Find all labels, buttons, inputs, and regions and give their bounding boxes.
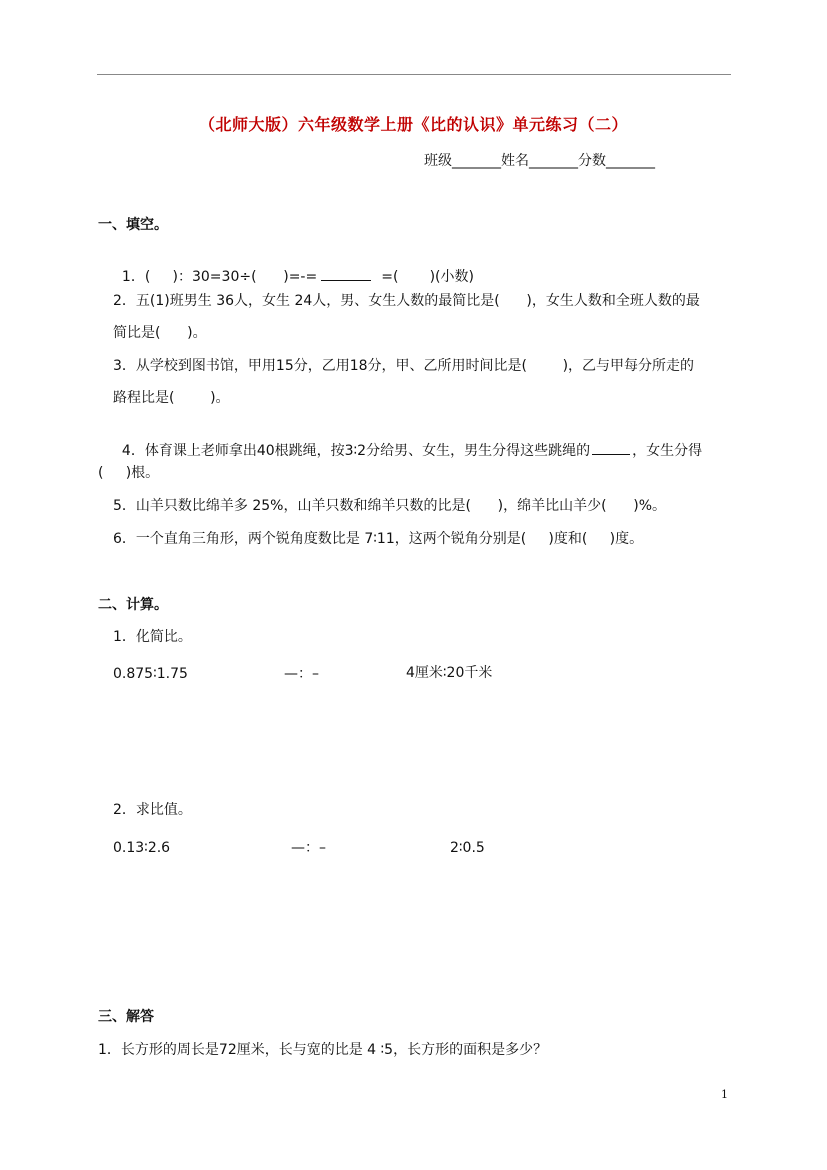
section-calc-heading: 二、计算。 — [98, 597, 168, 613]
calc-2-c: 2∶0.5 — [450, 840, 485, 856]
question-4-line-2: ( )根。 — [98, 465, 160, 481]
question-2-line-1: 2．五(1)班男生 36人，女生 24人，男、女生人数的最简比是( )，女生人数和全班人数的最 — [113, 293, 700, 309]
header-rule — [97, 74, 731, 75]
calc-1-c: 4厘米∶20千米 — [406, 665, 493, 681]
answer-blank[interactable] — [592, 444, 630, 455]
question-3-line-1: 3．从学校到图书馆，甲用15分，乙用18分，甲、乙所用时间比是( )，乙与甲每分所走的 — [113, 358, 695, 374]
calc-1-a: 0.875∶1.75 — [113, 666, 188, 682]
question-1-start: 1．( )：30=30÷( )=-= — [121, 269, 318, 285]
question-2-line-2: 简比是( )。 — [113, 325, 207, 341]
page-number: 1 — [721, 1088, 728, 1101]
answer-blank[interactable] — [321, 270, 371, 281]
calc-1-b: —：– — [284, 666, 319, 682]
question-5: 5．山羊只数比绵羊多 25%，山羊只数和绵羊只数的比是( )，绵羊比山羊少( )%。 — [113, 498, 667, 514]
calc-2-a: 0.13∶2.6 — [113, 840, 171, 856]
question-6: 6．一个直角三角形，两个锐角度数比是 7∶11，这两个锐角分别是( )度和( )度。 — [113, 531, 644, 547]
student-info-line: 班级_______姓名_______分数_______ — [424, 153, 655, 169]
section-solve-heading: 三、解答 — [98, 1009, 154, 1025]
solve-question-1: 1．长方形的周长是72厘米，长与宽的比是 4 ∶5，长方形的面积是多少？ — [98, 1042, 548, 1058]
section-fill-heading: 一、填空。 — [98, 217, 168, 233]
question-1 — [113, 250, 474, 286]
page-title: （北师大版）六年级数学上册《比的认识》单元练习（二） — [198, 115, 628, 134]
question-4-line-1 — [113, 424, 702, 460]
calc-2-b: —：– — [291, 840, 326, 856]
calc-2-label: 2．求比值。 — [113, 802, 192, 818]
question-3-line-2: 路程比是( )。 — [113, 390, 230, 406]
calc-1-label: 1．化简比。 — [113, 629, 192, 645]
question-4-middle: ，女生分得 — [632, 443, 703, 459]
question-4-start: 4．体育课上老师拿出40根跳绳，按3∶2分给男、女生，男生分得这些跳绳的 — [121, 443, 591, 459]
question-1-end: =( )(小数) — [381, 269, 474, 285]
